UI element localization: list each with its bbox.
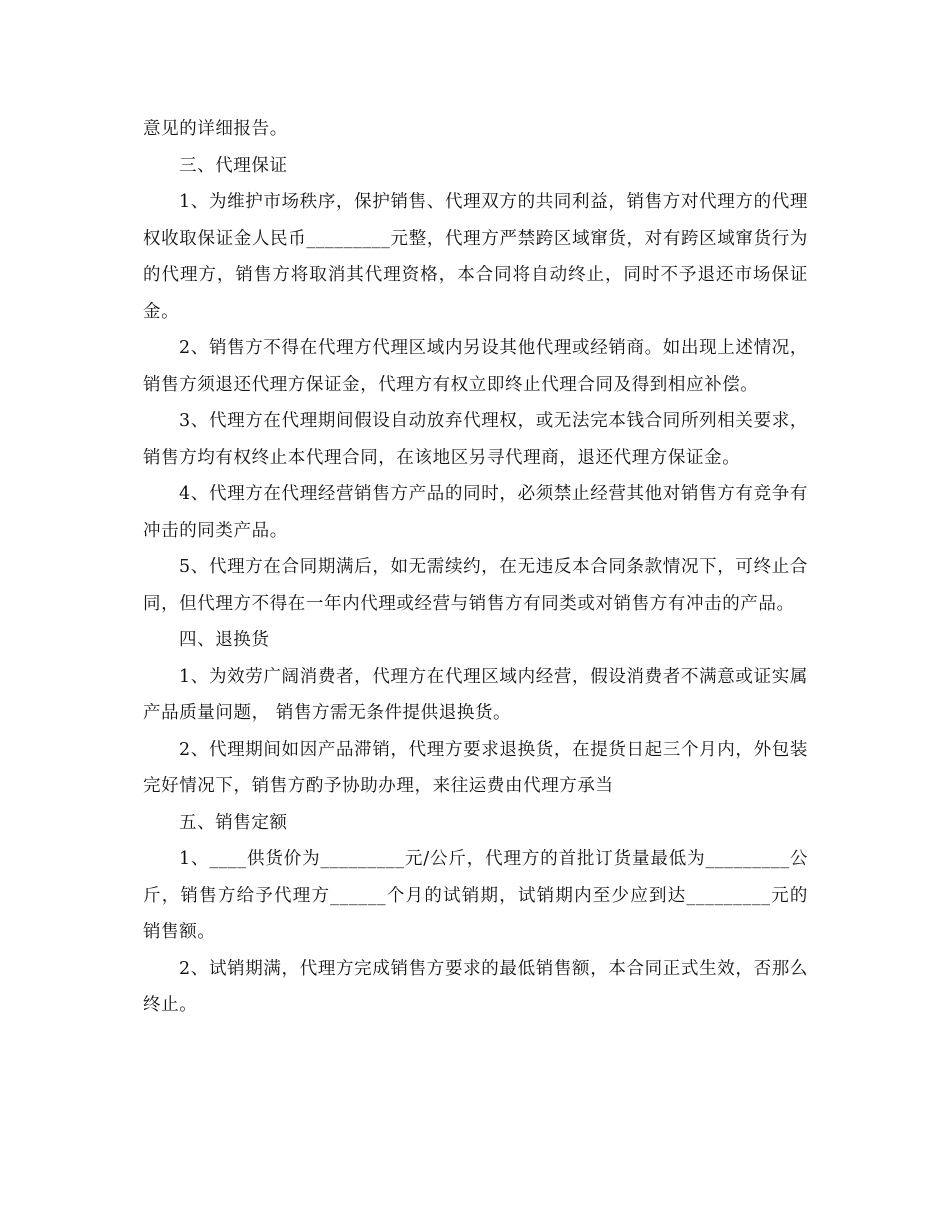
paragraph-quota-2: 2、试销期满，代理方完成销售方要求的最低销售额，本合同正式生效，否那么终止。 [143,958,808,1015]
paragraph-quota-1: 1、____供货价为_________元/公斤，代理方的首批订货量最低为_________公斤，销售方给予代理方______个月的试销期，试销期内至少应到达_________元的销售额。 [143,849,808,942]
paragraph-guarantee-4: 4、代理方在代理经营销售方产品的同时，必须禁止经营其他对销售方有竞争有冲击的同类产品。 [143,484,808,541]
paragraph-report-tail: 意见的详细报告。 [143,119,288,139]
paragraph-returns-1: 1、为效劳广阔消费者，代理方在代理区域内经营，假设消费者不满意或证实属产品质量问题， 销售方需无条件提供退换货。 [143,666,808,723]
section-heading-returns: 四、退换货 [179,630,270,650]
paragraph-guarantee-5: 5、代理方在合同期满后，如无需续约，在无违反本合同条款情况下，可终止合同，但代理方不得在一年内代理或经营与销售方有同类或对销售方有冲击的产品。 [143,557,808,614]
section-heading-guarantee: 三、代理保证 [179,155,288,176]
paragraph-guarantee-1: 1、为维护市场秩序，保护销售、代理双方的共同利益，销售方对代理方的代理权收取保证金人民币_________元整，代理方严禁跨区域窜货，对有跨区域窜货行为的代理方，销售方将取消其代理资格，本合同将自动终止，同时不予退还市场保证金。 [143,192,808,322]
paragraph-guarantee-3: 3、代理方在代理期间假设自动放弃代理权，或无法完本钱合同所列相关要求，销售方均有权终止本代理合同，在该地区另寻代理商，退还代理方保证金。 [143,411,808,468]
paragraph-guarantee-2: 2、销售方不得在代理方代理区域内另设其他代理或经销商。如出现上述情况，销售方须退还代理方保证金，代理方有权立即终止代理合同及得到相应补偿。 [143,338,808,395]
document-body [143,111,808,1024]
section-heading-quota: 五、销售定额 [179,812,288,833]
paragraph-returns-2: 2、代理期间如因产品滞销，代理方要求退换货，在提货日起三个月内，外包装完好情况下，销售方酌予协助办理，来往运费由代理方承当 [143,739,808,796]
